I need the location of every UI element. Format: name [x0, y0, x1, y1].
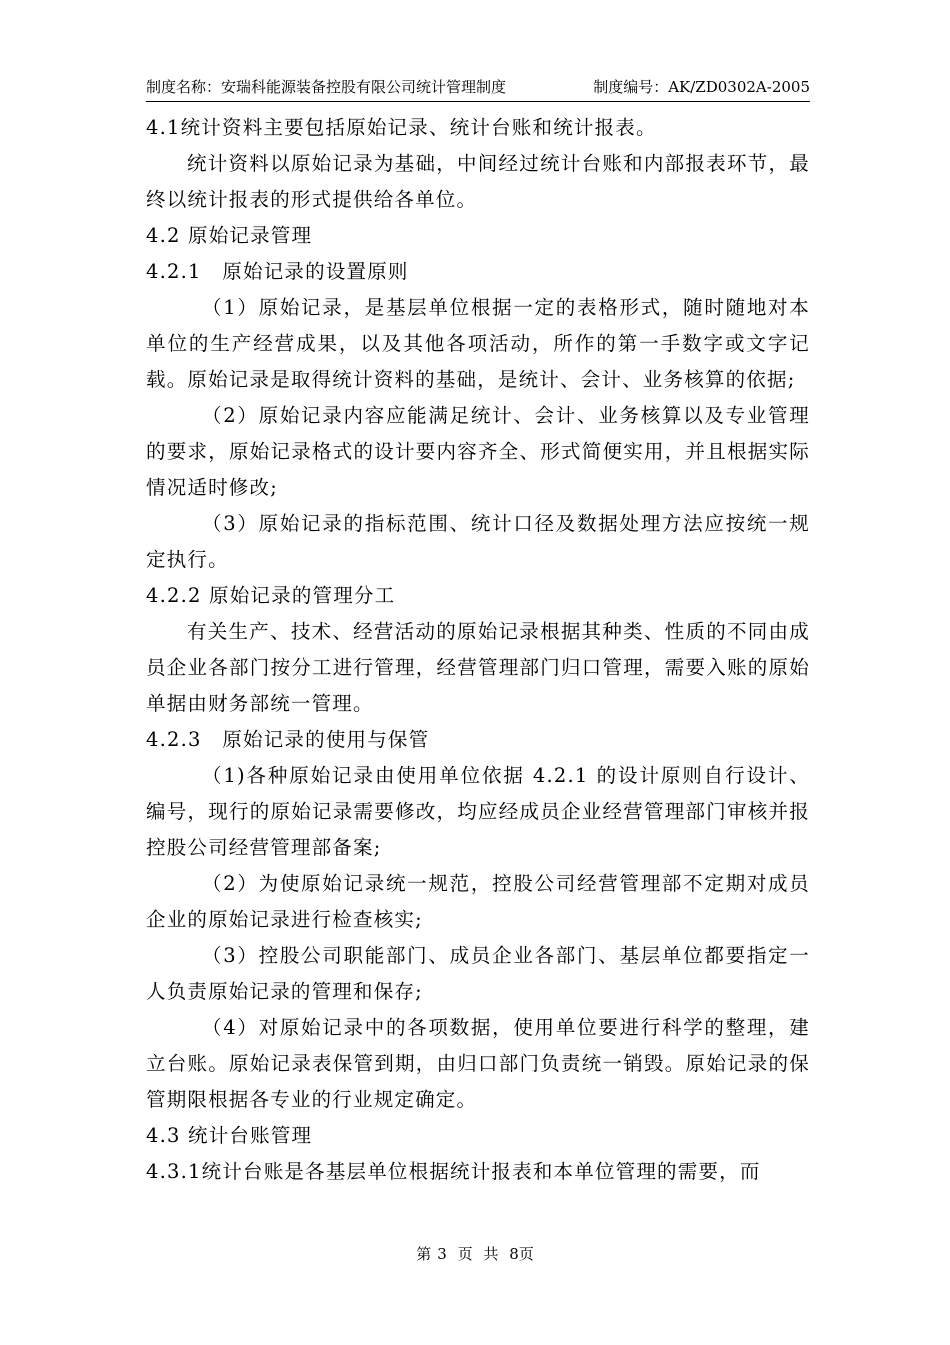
page-number: 3 [437, 1245, 447, 1263]
list-item: （2）原始记录内容应能满足统计、会计、业务核算以及专业管理的要求，原始记录格式的设计要内容齐全、形式简便实用，并且根据实际情况适时修改; [146, 404, 810, 499]
document-name: 制度名称：安瑞科能源装备控股有限公司统计管理制度 [146, 78, 507, 96]
total-pages: 8页 [509, 1245, 534, 1263]
section-4-1-text: 4.1统计资料主要包括原始记录、统计台账和统计报表。 [146, 116, 657, 139]
list-item: （1)各种原始记录由使用单位依据 4.2.1 的设计原则自行设计、编号，现行的原始记录需要修改，均应经成员企业经营管理部门审核并报控股公司经营管理部备案; [146, 764, 810, 859]
section-heading-4-2-3: 4.2.3 原始记录的使用与保管 [146, 728, 430, 751]
section-heading-4-2-1: 4.2.1 原始记录的设置原则 [146, 260, 409, 283]
header-divider [146, 101, 810, 102]
paragraph: 有关生产、技术、经营活动的原始记录根据其种类、性质的不同由成员企业各部门按分工进行管理，经营管理部门归口管理，需要入账的原始单据由财务部统一管理。 [146, 620, 810, 715]
list-item: （1）原始记录，是基层单位根据一定的表格形式，随时随地对本单位的生产经营成果，以及其他各项活动，所作的第一手数字或文字记载。原始记录是取得统计资料的基础，是统计、会计、业务核算的依据; [146, 296, 810, 391]
total-prefix: 共 [483, 1245, 499, 1263]
section-heading-4-2-2: 4.2.2 原始记录的管理分工 [146, 584, 396, 607]
list-item: （3）原始记录的指标范围、统计口径及数据处理方法应按统一规定执行。 [146, 512, 810, 571]
section-heading-4-3: 4.3 统计台账管理 [146, 1124, 313, 1147]
page-unit: 页 [457, 1245, 473, 1263]
document-code: 制度编号：AK/ZD0302A-2005 [593, 78, 810, 96]
section-4-3-1-text: 4.3.1统计台账是各基层单位根据统计报表和本单位管理的需要，而 [146, 1160, 761, 1183]
list-item: （3）控股公司职能部门、成员企业各部门、基层单位都要指定一人负责原始记录的管理和保存; [146, 944, 810, 1003]
document-body [146, 110, 810, 1190]
page-prefix: 第 [416, 1245, 432, 1263]
list-item: （2）为使原始记录统一规范，控股公司经营管理部不定期对成员企业的原始记录进行检查核实; [146, 872, 810, 931]
page-header [146, 76, 810, 98]
section-heading-4-2: 4.2 原始记录管理 [146, 224, 313, 247]
paragraph: 统计资料以原始记录为基础，中间经过统计台账和内部报表环节，最终以统计报表的形式提供给各单位。 [146, 152, 810, 211]
list-item: （4）对原始记录中的各项数据，使用单位要进行科学的整理，建立台账。原始记录表保管到期，由归口部门负责统一销毁。原始记录的保管期限根据各专业的行业规定确定。 [146, 1016, 810, 1111]
page-footer [0, 1243, 950, 1264]
